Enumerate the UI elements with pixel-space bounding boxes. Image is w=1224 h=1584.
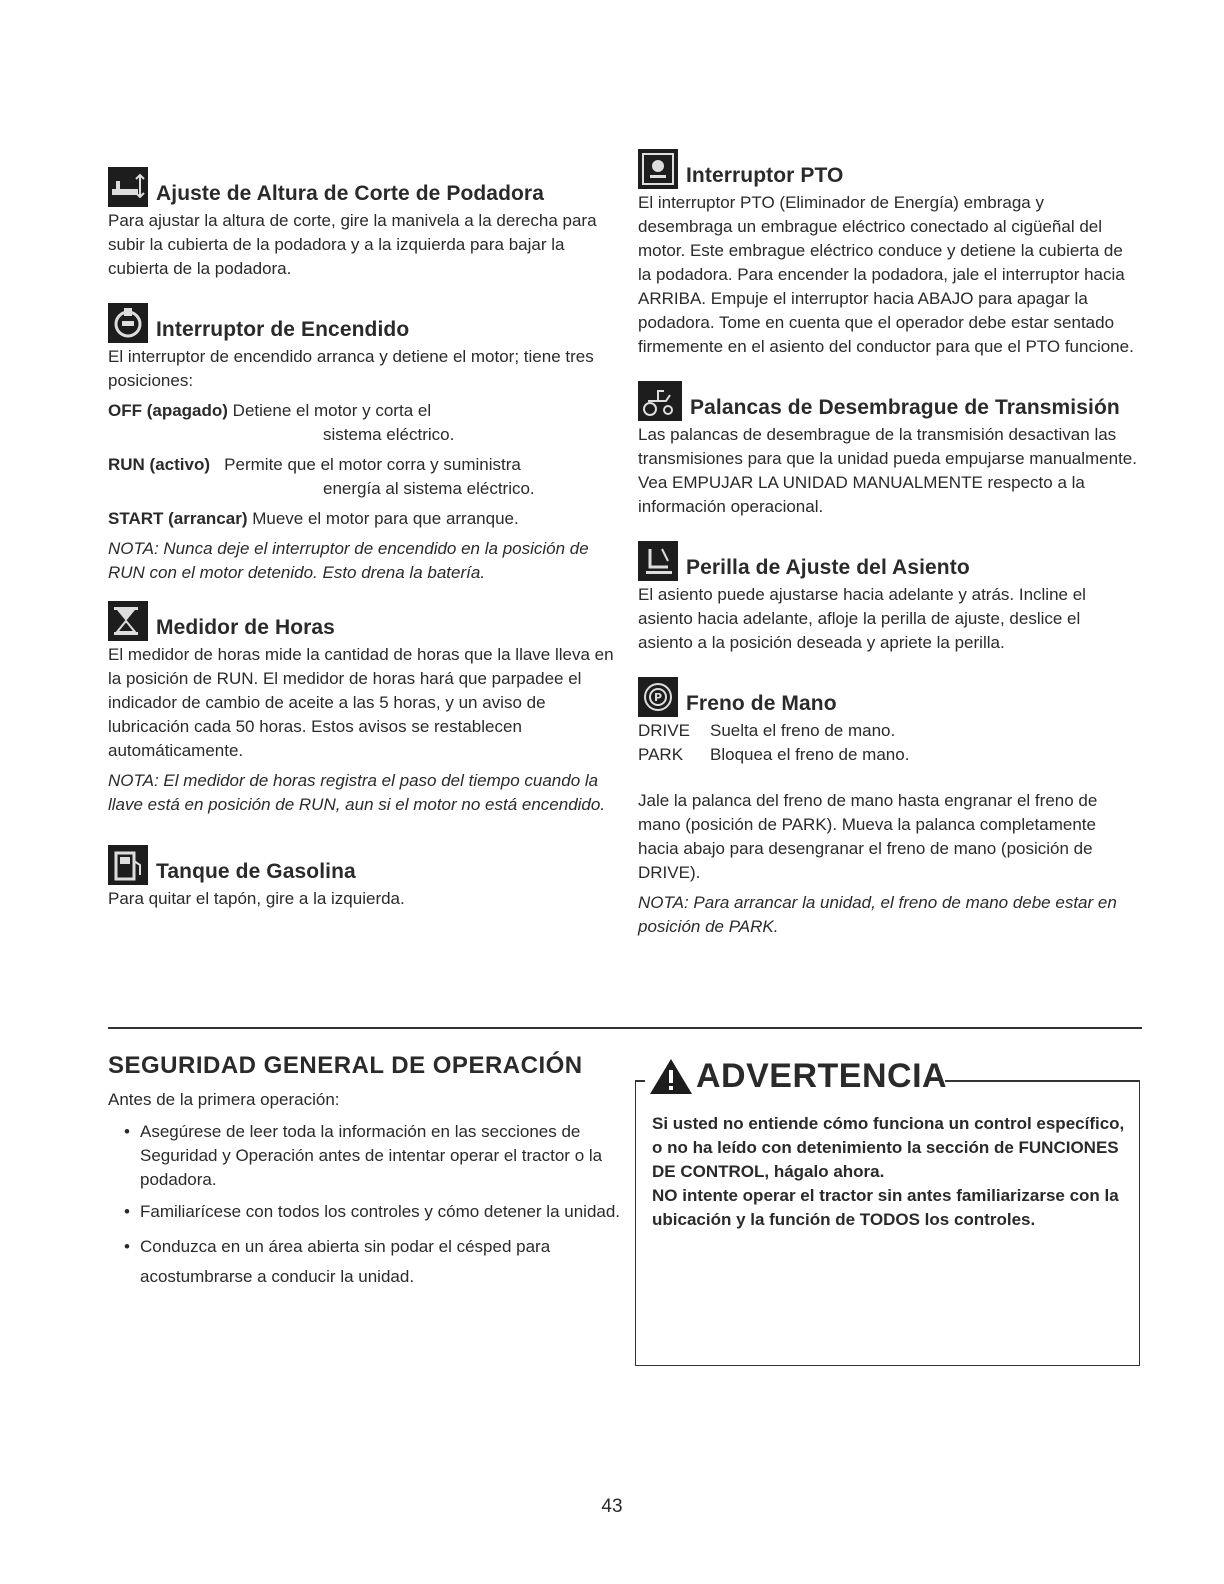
section-ajuste-asiento: [638, 541, 1138, 655]
position-desc: Permite que el motor corra y suministra: [210, 455, 521, 474]
ignition-icon: [108, 303, 148, 343]
brake-position-drive: [638, 719, 1138, 743]
warning-paragraph: NO intente operar el tractor sin antes familiarizarse con la ubicación y la función de TODOS los controles.: [652, 1186, 1119, 1229]
section-body: El interruptor PTO (Eliminador de Energía) embraga y desembraga un embrague eléctrico conectado al cigüeñal del motor. Este embrague eléctrico conduce y detiene la cubierta de la podadora. Para encender la podadora, jale el interruptor hacia ARRIBA. Empuje el interruptor hacia ABAJO para apagar la podadora. Tome en cuenta que el operador debe estar sentado firmemente en el asiento del conductor para que el PTO funcione.: [638, 193, 1134, 356]
position-value: Bloquea el freno de mano.: [710, 745, 910, 764]
section-note: NOTA: Nunca deje el interruptor de encendido en la posición de RUN con el motor detenido. Esto drena la batería.: [108, 539, 589, 582]
warning-box-border: [945, 1080, 1140, 1082]
safety-title: SEGURIDAD GENERAL DE OPERACIÓN: [108, 1052, 583, 1079]
section-title: Ajuste de Altura de Corte de Podadora: [156, 182, 544, 205]
ignition-position-off: [108, 399, 618, 447]
fuel-icon: [108, 845, 148, 885]
right-column: [638, 145, 1138, 939]
warning-title: ADVERTENCIA: [696, 1056, 948, 1095]
position-desc: Detiene el motor y corta el: [227, 401, 432, 420]
section-freno-mano: [638, 677, 1138, 939]
section-body: El medidor de horas mide la cantidad de horas que la llave lleva en la posición de RUN. El medidor de horas hará que parpadee el indicador de cambio de aceite a las 5 horas, y un aviso de lubricación cada 50 horas. Estos avisos se restablecen automáticamente.: [108, 645, 614, 760]
section-title: Interruptor PTO: [686, 164, 844, 187]
list-item: • Asegúrese de leer toda la información en las secciones de Seguridad y Operación antes de intentar operar el tractor o la podadora.: [124, 1120, 628, 1192]
position-value: Suelta el freno de mano.: [710, 721, 896, 740]
section-title: Palancas de Desembrague de Transmisión: [690, 396, 1120, 419]
position-desc-cont: energía al sistema eléctrico.: [323, 479, 535, 498]
position-term: START (arrancar): [108, 509, 248, 528]
seat-icon: [638, 541, 678, 581]
section-body: El asiento puede ajustarse hacia adelante y atrás. Incline el asiento hacia adelante, afloje la perilla de ajuste, deslice el asiento a la posición deseada y apriete la perilla.: [638, 585, 1086, 652]
hourglass-icon: [108, 601, 148, 641]
section-note: NOTA: Para arrancar la unidad, el freno de mano debe estar en posición de PARK.: [638, 893, 1117, 936]
section-note: NOTA: El medidor de horas registra el paso del tiempo cuando la llave está en posición de RUN, aun si el motor no está encendido.: [108, 771, 606, 814]
section-divider: [108, 1027, 1142, 1029]
position-term: RUN (activo): [108, 455, 211, 474]
warning-text: [652, 1112, 1132, 1232]
section-palancas-desembrague: [638, 381, 1138, 519]
tractor-icon: [638, 381, 682, 421]
section-body: Las palancas de desembrague de la transmisión desactivan las transmisiones para que la unidad pueda empujarse manualmente. Vea EMPUJAR LA UNIDAD MANUALMENTE respecto a la información operacional.: [638, 425, 1137, 516]
warning-triangle-icon: [648, 1056, 694, 1096]
left-column: [108, 145, 618, 911]
pto-icon: [638, 149, 678, 189]
position-desc-cont: sistema eléctrico.: [323, 425, 455, 444]
position-desc: Mueve el motor para que arranque.: [247, 509, 519, 528]
warning-box-border: [635, 1080, 645, 1082]
section-medidor-horas: [108, 601, 618, 817]
position-key: PARK: [638, 745, 684, 764]
section-ajuste-altura: [108, 167, 618, 281]
section-interruptor-pto: [638, 149, 1138, 359]
section-body: Para quitar el tapón, gire a la izquierda.: [108, 889, 405, 908]
safety-list: [108, 1120, 628, 1292]
brake-position-park: [638, 743, 1138, 767]
section-title: Freno de Mano: [686, 692, 837, 715]
section-body: Jale la palanca del freno de mano hasta engranar el freno de mano (posición de PARK). Mueva la palanca completamente hacia abajo para desengranar el freno de mano (posición de DRIVE).: [638, 791, 1098, 882]
section-body: El interruptor de encendido arranca y detiene el motor; tiene tres posiciones:: [108, 347, 594, 390]
section-tanque-gasolina: [108, 845, 618, 911]
list-item: • Conduzca en un área abierta sin podar el césped para acostumbrarse a conducir la unidad.: [124, 1232, 628, 1292]
svg-text:P: P: [653, 691, 663, 704]
warning-header: [648, 1056, 947, 1096]
safety-intro: Antes de la primera operación:: [108, 1090, 340, 1109]
section-title: Tanque de Gasolina: [156, 860, 356, 883]
position-term: OFF (apagado): [108, 401, 228, 420]
ignition-position-run: [108, 453, 618, 501]
warning-paragraph: Si usted no entiende cómo funciona un control específico, o no ha leído con detenimiento la sección de FUNCIONES DE CONTROL, hágalo ahora.: [652, 1114, 1125, 1181]
section-title: Perilla de Ajuste del Asiento: [686, 556, 970, 579]
safety-section: [108, 1052, 628, 1292]
parking-brake-icon: [638, 677, 678, 717]
page-number: 43: [601, 1496, 623, 1517]
section-title: Interruptor de Encendido: [156, 318, 410, 341]
section-body: Para ajustar la altura de corte, gire la manivela a la derecha para subir la cubierta de la podadora y a la izquierda para bajar la cubierta de la podadora.: [108, 211, 597, 278]
section-interruptor-encendido: [108, 303, 618, 585]
position-key: DRIVE: [638, 721, 690, 740]
mower-height-icon: [108, 167, 148, 207]
ignition-position-start: [108, 507, 618, 531]
section-title: Medidor de Horas: [156, 616, 335, 639]
list-item: • Familiarícese con todos los controles y cómo detener la unidad.: [124, 1200, 628, 1224]
